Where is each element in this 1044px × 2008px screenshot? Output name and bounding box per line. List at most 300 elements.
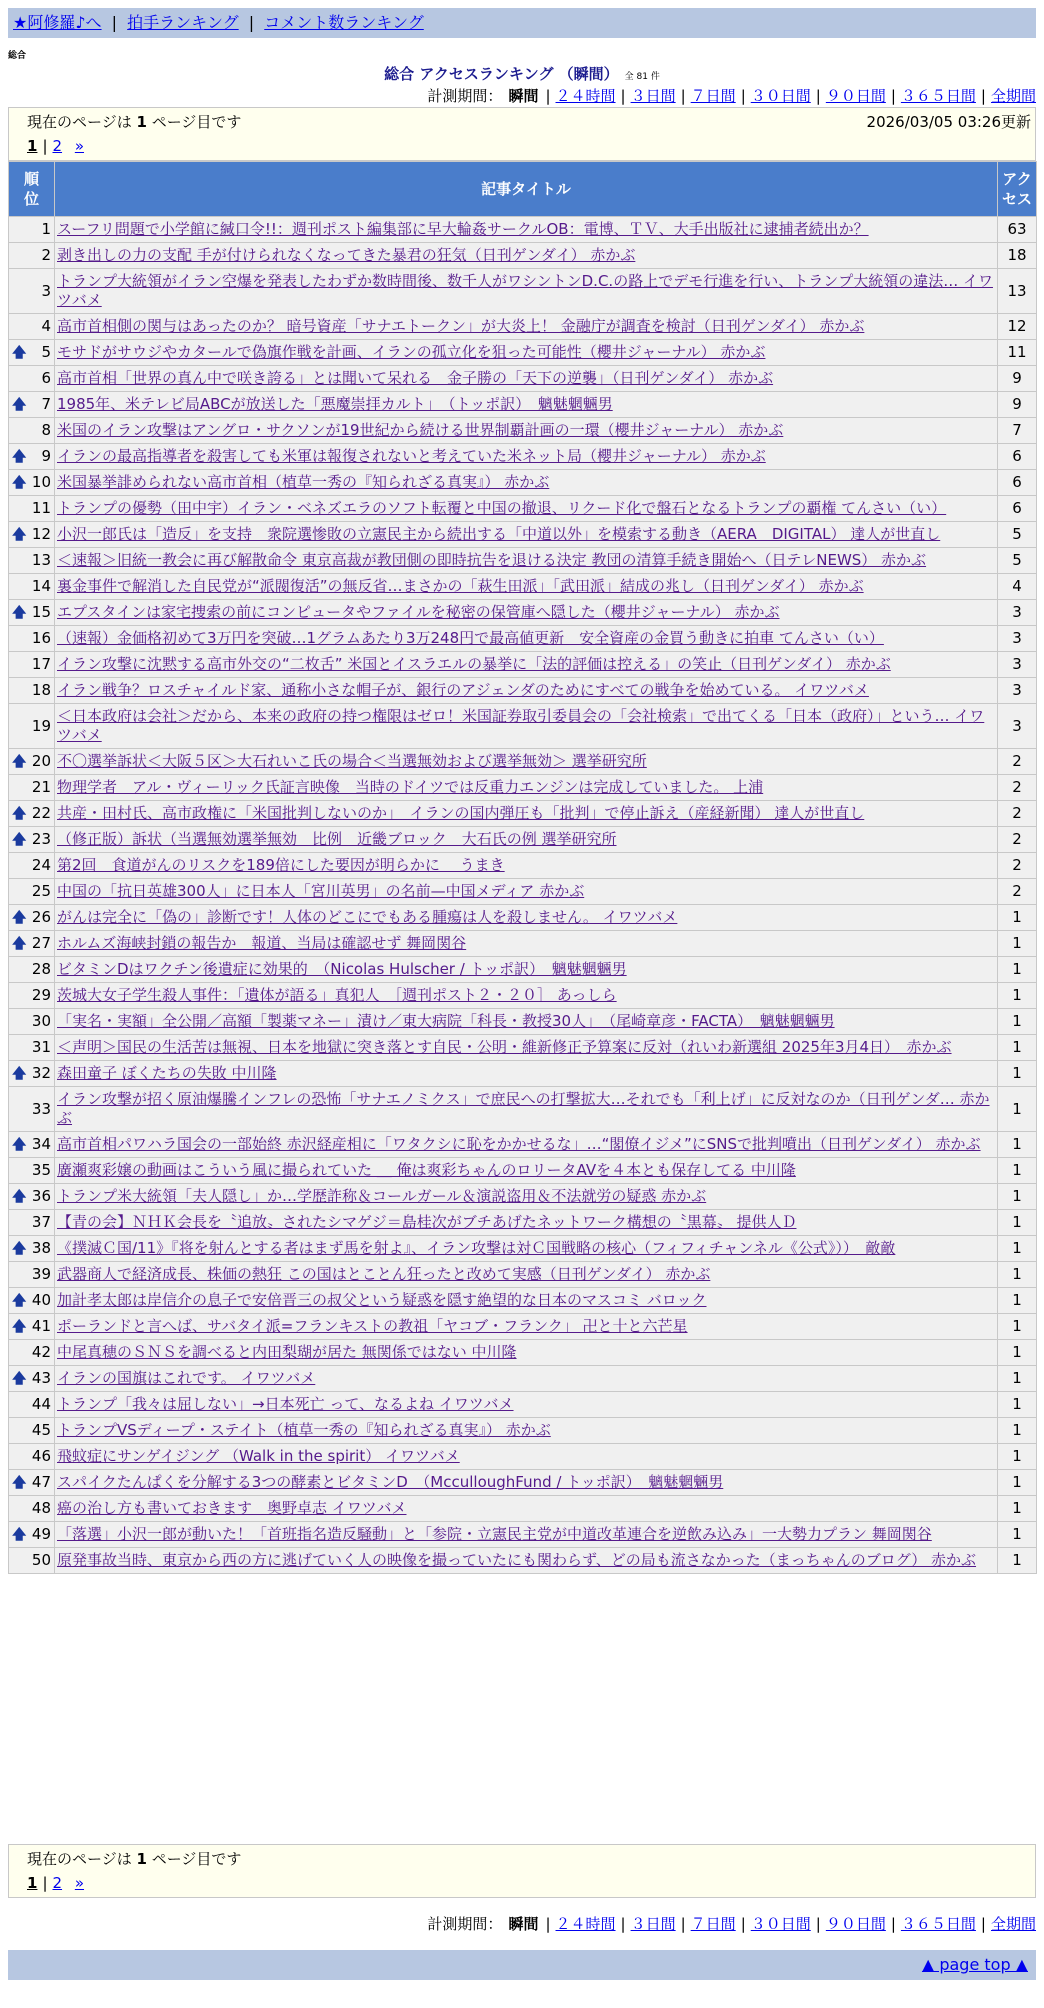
- table-row: [9, 652, 1037, 678]
- rank-cell: [9, 678, 55, 704]
- table-row: [9, 931, 1037, 957]
- rank-number: 13: [31, 551, 51, 569]
- table-row: [9, 775, 1037, 801]
- title-cell: [55, 496, 998, 522]
- col-access-header: アクセス: [998, 162, 1037, 217]
- rank-cell: [9, 1522, 55, 1548]
- table-row: [9, 957, 1037, 983]
- bottom-bar: [8, 1950, 1036, 1980]
- rank-cell: [9, 1158, 55, 1184]
- period-link-2[interactable]: ７日間: [690, 87, 736, 105]
- rank-cell: [9, 1340, 55, 1366]
- rank-number: 5: [41, 343, 51, 361]
- rank-cell: [9, 775, 55, 801]
- period-link-5[interactable]: ３６５日間: [900, 87, 976, 105]
- rank-cell: [9, 983, 55, 1009]
- table-row: [9, 801, 1037, 827]
- period-link-6[interactable]: 全期間: [990, 87, 1036, 105]
- period-separator: |: [545, 1915, 551, 1933]
- article-link[interactable]: 米国のイラン攻撃はアングロ・サクソンが19世紀から続ける世界制覇計画の一環（櫻井ジャーナル） 赤かぶ: [57, 421, 784, 439]
- article-link[interactable]: 廣瀬爽彩嬢の動画はこういう風に撮られていた ＿ 俺は爽彩ちゃんのロリータAVを４本とも保存してる 中川隆: [57, 1161, 796, 1179]
- title-cell: [55, 931, 998, 957]
- title-cell: [55, 392, 998, 418]
- title-cell: [55, 1470, 998, 1496]
- access-count: 11: [998, 340, 1037, 366]
- period-current: 瞬間: [508, 87, 539, 105]
- table-row: [9, 1262, 1037, 1288]
- rank-number: 26: [31, 908, 51, 926]
- access-count: 3: [998, 704, 1037, 749]
- rank-number: 44: [31, 1395, 51, 1413]
- article-link[interactable]: 高市首相側の関与はあったのか？ 暗号資産「サナエトークン」が大炎上！ 金融庁が調査を検討（日刊ゲンダイ） 赤かぶ: [57, 317, 865, 335]
- rank-cell: [9, 1418, 55, 1444]
- title-cell: [55, 1035, 998, 1061]
- article-link[interactable]: ビタミンDはワクチン後遺症に効果的 （Nicolas Hulscher / トッポ訳） 魑魅魍魎男: [57, 960, 627, 978]
- page-links: 1 | 2 »: [27, 1874, 85, 1892]
- access-count: 4: [998, 574, 1037, 600]
- article-link[interactable]: 高市首相「世界の真ん中で咲き誇る」とは聞いて呆れる 金子勝の「天下の逆襲」（日刊ゲンダイ） 赤かぶ: [57, 369, 774, 387]
- table-row: [9, 1288, 1037, 1314]
- article-link[interactable]: 剥き出しの力の支配 手が付けられなくなってきた暴君の狂気（日刊ゲンダイ） 赤かぶ: [57, 246, 636, 264]
- ranking-title: 総合 アクセスランキング （瞬間）: [384, 65, 619, 83]
- access-count: 9: [998, 392, 1037, 418]
- title-cell: [55, 1061, 998, 1087]
- article-link[interactable]: 【青の会】ＮＨＫ会長を〝追放〟されたシマゲジ＝島桂次がブチあげたネットワーク構想の〝黒幕〟 提供人Ｄ: [57, 1213, 797, 1231]
- period-link-6[interactable]: 全期間: [990, 1915, 1036, 1933]
- title-cell: [55, 1262, 998, 1288]
- rank-number: 17: [31, 655, 51, 673]
- table-row: [9, 1132, 1037, 1158]
- access-count: 1: [998, 1288, 1037, 1314]
- period-link-0[interactable]: ２４時間: [555, 87, 616, 105]
- rank-number: 12: [31, 525, 51, 543]
- rank-cell: [9, 704, 55, 749]
- title-cell: [55, 522, 998, 548]
- page-top-link[interactable]: ▲ page top ▲: [921, 1955, 1028, 1974]
- rank-number: 8: [41, 421, 51, 439]
- up-arrow-icon: 🡅: [12, 1240, 27, 1257]
- page-title: [0, 64, 1044, 87]
- rank-cell: [9, 1496, 55, 1522]
- title-cell: [55, 340, 998, 366]
- title-cell: [55, 600, 998, 626]
- article-link[interactable]: エプスタインは家宅捜索の前にコンピュータやファイルを秘密の保管庫へ隠した（櫻井ジャーナル） 赤かぶ: [57, 603, 780, 621]
- access-count: 1: [998, 1087, 1037, 1132]
- article-link[interactable]: ホルムズ海峡封鎖の報告か 報道、当局は確認せず 舞岡関谷: [57, 934, 467, 952]
- article-link[interactable]: 茨城大女子学生殺人事件：「遺体が語る」真犯人 ［週刊ポスト２・２０］ あっしら: [57, 986, 617, 1004]
- access-count: 1: [998, 1470, 1037, 1496]
- period-link-1[interactable]: ３日間: [630, 1915, 676, 1933]
- period-link-4[interactable]: ９０日間: [825, 1915, 886, 1933]
- access-count: 1: [998, 1392, 1037, 1418]
- access-count: 3: [998, 626, 1037, 652]
- rank-number: 4: [41, 317, 51, 335]
- access-count: 2: [998, 853, 1037, 879]
- rank-cell: [9, 366, 55, 392]
- article-link[interactable]: イラン攻撃が招く原油爆騰インフレの恐怖「サナエノミクス」で庶民への打撃拡大…それでも「利上げ」に反対なのか（日刊ゲンダ… 赤かぶ: [57, 1090, 990, 1127]
- rank-cell: [9, 522, 55, 548]
- rank-cell: [9, 392, 55, 418]
- access-count: 6: [998, 470, 1037, 496]
- rank-cell: [9, 931, 55, 957]
- period-selector-bottom: [427, 1914, 1036, 1934]
- rank-number: 2: [41, 246, 51, 264]
- article-link[interactable]: ポーランドと言へば、サバタイ派=フランキストの教祖「ヤコブ・フランク」 卍と十と六芒星: [57, 1317, 688, 1335]
- period-separator: |: [980, 1915, 986, 1933]
- table-row: [9, 470, 1037, 496]
- comment-ranking-link[interactable]: コメント数ランキング: [264, 13, 424, 32]
- title-cell: [55, 775, 998, 801]
- table-row: [9, 1087, 1037, 1132]
- table-row: [9, 1496, 1037, 1522]
- title-cell: [55, 853, 998, 879]
- article-link[interactable]: 「落選」小沢一郎が動いた！「首班指名造反騒動」と「参院・立憲民主党が中道改革連合を逆飲み込み」一大勢力プラン 舞岡関谷: [57, 1525, 932, 1543]
- access-count: 3: [998, 652, 1037, 678]
- article-link[interactable]: 中尾真穂のＳＮＳを調べると内田梨瑚が居た 無関係ではない 中川隆: [57, 1343, 517, 1361]
- access-count: 1: [998, 1444, 1037, 1470]
- rank-cell: [9, 1210, 55, 1236]
- article-link[interactable]: イランの国旗はこれです。 イワツバメ: [57, 1369, 316, 1387]
- table-row: [9, 853, 1037, 879]
- article-link[interactable]: イラン戦争？ロスチャイルド家、通称小さな帽子が、銀行のアジェンダのためにすべての戦争を始めている。 イワツバメ: [57, 681, 869, 699]
- access-count: 3: [998, 600, 1037, 626]
- rank-number: 47: [31, 1473, 51, 1491]
- page-1-current: 1: [27, 1874, 38, 1892]
- rank-cell: [9, 418, 55, 444]
- up-arrow-icon: 🡅: [12, 604, 27, 621]
- rank-number: 11: [31, 499, 51, 517]
- access-count: 2: [998, 749, 1037, 775]
- up-arrow-icon: 🡅: [12, 1370, 27, 1387]
- table-row: [9, 1418, 1037, 1444]
- access-count: 5: [998, 522, 1037, 548]
- rank-number: 20: [31, 752, 51, 770]
- col-rank-header: 順位: [9, 162, 55, 217]
- rank-number: 3: [41, 281, 51, 300]
- table-row: [9, 1184, 1037, 1210]
- title-cell: [55, 1288, 998, 1314]
- rank-cell: [9, 1392, 55, 1418]
- table-row: [9, 314, 1037, 340]
- title-cell: [55, 1392, 998, 1418]
- table-row: [9, 574, 1037, 600]
- rank-number: 30: [31, 1012, 51, 1030]
- rank-cell: [9, 1288, 55, 1314]
- rank-number: 48: [31, 1499, 51, 1517]
- period-separator: |: [620, 87, 626, 105]
- article-link[interactable]: スパイクたんぱくを分解する3つの酵素とビタミンD （McculloughFund / トッポ訳） 魑魅魍魎男: [57, 1473, 724, 1491]
- article-link[interactable]: トランプ「我々は屈しない」→日本死亡 って、なるよね イワツバメ: [57, 1395, 514, 1413]
- rank-number: 31: [31, 1038, 51, 1056]
- rank-cell: [9, 470, 55, 496]
- article-link[interactable]: 《撲滅Ｃ国/11》『将を射んとする者はまず馬を射よ』、イラン攻撃は対Ｃ国戦略の核心（フィフィチャンネル《公式》）） 敵敵: [57, 1239, 896, 1257]
- table-row: [9, 749, 1037, 775]
- rank-cell: [9, 749, 55, 775]
- rank-cell: [9, 1366, 55, 1392]
- title-cell: [55, 1236, 998, 1262]
- up-arrow-icon: 🡅: [12, 1065, 27, 1082]
- rank-cell: [9, 827, 55, 853]
- article-link[interactable]: 癌の治し方も書いておきます 奥野卓志 イワツバメ: [57, 1499, 407, 1517]
- article-link[interactable]: 高市首相パワハラ国会の一部始終 赤沢経産相に「ワタクシに恥をかかせるな」…“閣僚イジメ”にSNSで批判噴出（日刊ゲンダイ） 赤かぶ: [57, 1135, 981, 1153]
- rank-number: 1: [41, 220, 51, 238]
- article-link[interactable]: ＜速報＞旧統一教会に再び解散命令 東京高裁が教団側の即時抗告を退ける決定 教団の清算手続き開始へ（日テレNEWS） 赤かぶ: [57, 551, 927, 569]
- title-cell: [55, 548, 998, 574]
- rank-number: 34: [31, 1135, 51, 1153]
- article-link[interactable]: 「実名・実額」全公開／高額「製薬マネー」漬け／東大病院「科長・教授30人」 （尾崎章彦・FACTA） 魑魅魍魎男: [57, 1012, 835, 1030]
- ranking-table: [8, 161, 1037, 1574]
- title-cell: [55, 704, 998, 749]
- article-link[interactable]: 加計孝太郎は岸信介の息子で安倍晋三の叔父という疑惑を隠す絶望的な日本のマスコミ バロック: [57, 1291, 707, 1309]
- rank-cell: [9, 269, 55, 314]
- article-link[interactable]: 小沢一郎氏は「造反」を支持 衆院選惨敗の立憲民主から続出する「中道以外」を模索する動き（AERA DIGITAL） 達人が世直し: [57, 525, 941, 543]
- article-link[interactable]: 森田童子 ぼくたちの失敗 中川隆: [57, 1064, 277, 1082]
- table-row: [9, 1314, 1037, 1340]
- title-cell: [55, 879, 998, 905]
- nav-separator: |: [248, 13, 255, 32]
- rank-number: 42: [31, 1343, 51, 1361]
- next-page-link[interactable]: »: [74, 1874, 85, 1892]
- rank-number: 43: [31, 1369, 51, 1387]
- up-arrow-icon: 🡅: [12, 1188, 27, 1205]
- title-cell: [55, 1444, 998, 1470]
- article-link[interactable]: （修正版）訴状（当選無効選挙無効 比例 近畿ブロック 大石氏の例 選挙研究所: [57, 830, 617, 848]
- up-arrow-icon: 🡅: [12, 1318, 27, 1335]
- article-link[interactable]: ＜声明＞国民の生活苦は無視、日本を地獄に突き落とす自民・公明・維新修正予算案に反対（れいわ新選組 2025年3月4日） 赤かぶ: [57, 1038, 952, 1056]
- rank-cell: [9, 1035, 55, 1061]
- up-arrow-icon: 🡅: [12, 1136, 27, 1153]
- period-separator: |: [890, 87, 896, 105]
- article-link[interactable]: モサドがサウジやカタールで偽旗作戦を計画、イランの孤立化を狙った可能性（櫻井ジャーナル） 赤かぶ: [57, 343, 766, 361]
- rank-cell: [9, 243, 55, 269]
- current-page-text: 現在のページは 1 ページ目です: [27, 1850, 242, 1868]
- title-cell: [55, 983, 998, 1009]
- rank-number: 27: [31, 934, 51, 952]
- title-cell: [55, 1158, 998, 1184]
- page-1-current: 1: [27, 137, 38, 155]
- title-cell: [55, 444, 998, 470]
- access-count: 1: [998, 1132, 1037, 1158]
- access-count: 1: [998, 1184, 1037, 1210]
- rank-number: 25: [31, 882, 51, 900]
- up-arrow-icon: 🡅: [12, 1526, 27, 1543]
- title-cell: [55, 574, 998, 600]
- title-cell: [55, 905, 998, 931]
- table-row: [9, 600, 1037, 626]
- table-row: [9, 1236, 1037, 1262]
- period-separator: |: [740, 87, 746, 105]
- title-cell: [55, 470, 998, 496]
- access-count: 1: [998, 905, 1037, 931]
- rank-number: 33: [31, 1099, 51, 1118]
- article-link[interactable]: スーフリ問題で小学館に緘口令!!：週刊ポスト編集部に早大輪姦サークルOB：電博、ＴＶ、大手出版社に逮捕者続出か？: [57, 220, 869, 238]
- rank-cell: [9, 1184, 55, 1210]
- rank-number: 32: [31, 1064, 51, 1082]
- period-separator: |: [620, 1915, 626, 1933]
- article-link[interactable]: トランプ大統領がイラン空爆を発表したわずか数時間後、数千人がワシントンD.C.の路上でデモ行進を行い、トランプ大統領の違法… イワツバメ: [57, 272, 993, 309]
- rank-cell: [9, 652, 55, 678]
- access-count: 6: [998, 496, 1037, 522]
- period-separator: |: [680, 1915, 686, 1933]
- title-cell: [55, 1009, 998, 1035]
- title-cell: [55, 269, 998, 314]
- access-count: 1: [998, 1035, 1037, 1061]
- rank-cell: [9, 1262, 55, 1288]
- access-count: 1: [998, 1418, 1037, 1444]
- total-count: 全 81 件: [624, 72, 660, 82]
- title-cell: [55, 243, 998, 269]
- article-link[interactable]: イランの最高指導者を殺害しても米軍は報復されないと考えていた米ネット局（櫻井ジャーナル） 赤かぶ: [57, 447, 766, 465]
- rank-cell: [9, 1548, 55, 1574]
- article-link[interactable]: 原発事故当時、東京から西の方に逃げていく人の映像を撮っていたにも関わらず、どの局も流さなかった（まっちゃんのブログ） 赤かぶ: [57, 1551, 977, 1569]
- title-cell: [55, 217, 998, 243]
- title-cell: [55, 1210, 998, 1236]
- table-row: [9, 366, 1037, 392]
- access-count: 1: [998, 1366, 1037, 1392]
- page-links: 1 | 2 »: [27, 137, 85, 155]
- access-count: 1: [998, 1236, 1037, 1262]
- rank-cell: [9, 444, 55, 470]
- rank-number: 41: [31, 1317, 51, 1335]
- up-arrow-icon: 🡅: [12, 474, 27, 491]
- period-separator: |: [890, 1915, 896, 1933]
- access-count: 1: [998, 1061, 1037, 1087]
- period-link-2[interactable]: ７日間: [690, 1915, 736, 1933]
- title-cell: [55, 626, 998, 652]
- article-link[interactable]: がんは完全に「偽の」診断です！人体のどこにでもある腫瘍は人を殺しません。 イワツバメ: [57, 908, 678, 926]
- updated-timestamp: 2026/03/05 03:26更新: [866, 113, 1031, 131]
- rank-number: 22: [31, 804, 51, 822]
- up-arrow-icon: 🡅: [12, 909, 27, 926]
- rank-number: 38: [31, 1239, 51, 1257]
- title-cell: [55, 678, 998, 704]
- rank-cell: [9, 1132, 55, 1158]
- article-link[interactable]: （速報）金価格初めて3万円を突破…1グラムあたり3万248円で最高値更新 安全資産の金買う動きに拍車 てんさい（い）: [57, 629, 884, 647]
- rank-number: 39: [31, 1265, 51, 1283]
- article-link[interactable]: 物理学者 アル・ヴィーリック氏証言映像 当時のドイツでは反重力エンジンは完成していました。 上浦: [57, 778, 764, 796]
- table-row: [9, 1340, 1037, 1366]
- period-separator: |: [680, 87, 686, 105]
- article-link[interactable]: 第2回 食道がんのリスクを189倍にした要因が明らかに うまき: [57, 856, 505, 874]
- title-cell: [55, 418, 998, 444]
- article-link[interactable]: 共産・田村氏、高市政権に「米国批判しないのか」 イランの国内弾圧も「批判」で停止訴え（産経新聞） 達人が世直し: [57, 804, 865, 822]
- page-2-link[interactable]: 2: [52, 137, 63, 155]
- pager-top: [8, 107, 1036, 161]
- title-cell: [55, 957, 998, 983]
- table-row: [9, 983, 1037, 1009]
- rank-cell: [9, 1061, 55, 1087]
- access-count: 1: [998, 1009, 1037, 1035]
- access-count: 12: [998, 314, 1037, 340]
- table-row: [9, 392, 1037, 418]
- home-link[interactable]: ★阿修羅♪へ: [13, 13, 102, 32]
- rank-number: 7: [41, 395, 51, 413]
- table-row: [9, 522, 1037, 548]
- period-link-5[interactable]: ３６５日間: [900, 1915, 976, 1933]
- rank-number: 37: [31, 1213, 51, 1231]
- title-cell: [55, 314, 998, 340]
- table-row: [9, 678, 1037, 704]
- access-count: 3: [998, 678, 1037, 704]
- table-row: [9, 418, 1037, 444]
- access-count: 6: [998, 444, 1037, 470]
- title-cell: [55, 1184, 998, 1210]
- period-separator: |: [980, 87, 986, 105]
- article-link[interactable]: 中国の「抗日英雄300人」に日本人「宮川英男」の名前—中国メディア 赤かぶ: [57, 882, 585, 900]
- table-row: [9, 217, 1037, 243]
- period-link-1[interactable]: ３日間: [630, 87, 676, 105]
- period-link-0[interactable]: ２４時間: [555, 1915, 616, 1933]
- table-row: [9, 1009, 1037, 1035]
- article-link[interactable]: 裏金事件で解消した自民党が“派閥復活”の無反省…まさかの「萩生田派」「武田派」結成の兆し（日刊ゲンダイ） 赤かぶ: [57, 577, 864, 595]
- article-link[interactable]: イラン攻撃に沈黙する高市外交の“二枚舌” 米国とイスラエルの暴挙に「法的評価は控える」の笑止（日刊ゲンダイ） 赤かぶ: [57, 655, 891, 673]
- rank-number: 24: [31, 856, 51, 874]
- access-count: 1: [998, 1210, 1037, 1236]
- period-separator: |: [815, 1915, 821, 1933]
- rank-cell: [9, 853, 55, 879]
- period-link-4[interactable]: ９０日間: [825, 87, 886, 105]
- table-row: [9, 1392, 1037, 1418]
- rank-number: 29: [31, 986, 51, 1004]
- page-2-link[interactable]: 2: [52, 1874, 63, 1892]
- article-link[interactable]: 米国暴挙誹められない高市首相（植草一秀の『知られざる真実』） 赤かぶ: [57, 473, 550, 491]
- rank-number: 18: [31, 681, 51, 699]
- up-arrow-icon: 🡅: [12, 831, 27, 848]
- access-count: 1: [998, 1340, 1037, 1366]
- category-tag: 総合: [8, 51, 27, 61]
- access-count: 1: [998, 1314, 1037, 1340]
- title-cell: [55, 801, 998, 827]
- article-link[interactable]: 1985年、米テレビ局ABCが放送した「悪魔崇拝カルト」 （トッポ訳） 魑魅魍魎男: [57, 395, 613, 413]
- period-selector-top: [427, 86, 1036, 106]
- access-count: 1: [998, 957, 1037, 983]
- access-count: 5: [998, 548, 1037, 574]
- article-link[interactable]: トランプVSディープ・ステイト（植草一秀の『知られざる真実』） 赤かぶ: [57, 1421, 551, 1439]
- rank-number: 19: [31, 716, 51, 735]
- access-count: 9: [998, 366, 1037, 392]
- rank-cell: [9, 217, 55, 243]
- article-link[interactable]: 不〇選挙訴状＜大阪５区＞大石れいこ氏の場合＜当選無効および選挙無効＞ 選挙研究所: [57, 752, 647, 770]
- article-link[interactable]: 飛蚊症にサンゲイジング （Walk in the spirit） イワツバメ: [57, 1447, 460, 1465]
- period-link-3[interactable]: ３０日間: [750, 87, 811, 105]
- table-row: [9, 626, 1037, 652]
- up-arrow-icon: 🡅: [12, 1474, 27, 1491]
- rank-cell: [9, 1009, 55, 1035]
- period-label: 計測期間：: [427, 87, 503, 105]
- period-separator: |: [815, 87, 821, 105]
- article-link[interactable]: トランプの優勢（田中宇）イラン・ベネズエラのソフト転覆と中国の撤退、リクード化で盤石となるトランプの覇権 てんさい（い）: [57, 499, 947, 517]
- rank-number: 40: [31, 1291, 51, 1309]
- access-count: 2: [998, 879, 1037, 905]
- article-link[interactable]: ＜日本政府は会社＞だから、本来の政府の持つ権限はゼロ！米国証券取引委員会の「会社検索」で出てくる「日本（政府）」という… イワツバメ: [57, 707, 985, 744]
- table-row: [9, 1210, 1037, 1236]
- rank-number: 50: [31, 1551, 51, 1569]
- period-link-3[interactable]: ３０日間: [750, 1915, 811, 1933]
- table-row: [9, 496, 1037, 522]
- article-link[interactable]: 武器商人で経済成長、株価の熱狂 この国はとことん狂ったと改めて実感（日刊ゲンダイ） 赤かぶ: [57, 1265, 711, 1283]
- title-cell: [55, 1496, 998, 1522]
- access-count: 63: [998, 217, 1037, 243]
- rank-cell: [9, 1470, 55, 1496]
- article-link[interactable]: トランプ米大統領「夫人隠し」か…学歴詐称＆コールガール＆演説盗用＆不法就労の疑惑 赤かぶ: [57, 1187, 707, 1205]
- table-row: [9, 1548, 1037, 1574]
- table-row: [9, 827, 1037, 853]
- rank-cell: [9, 574, 55, 600]
- table-row: [9, 444, 1037, 470]
- access-count: 18: [998, 243, 1037, 269]
- clap-ranking-link[interactable]: 拍手ランキング: [127, 13, 239, 32]
- next-page-link[interactable]: »: [74, 137, 85, 155]
